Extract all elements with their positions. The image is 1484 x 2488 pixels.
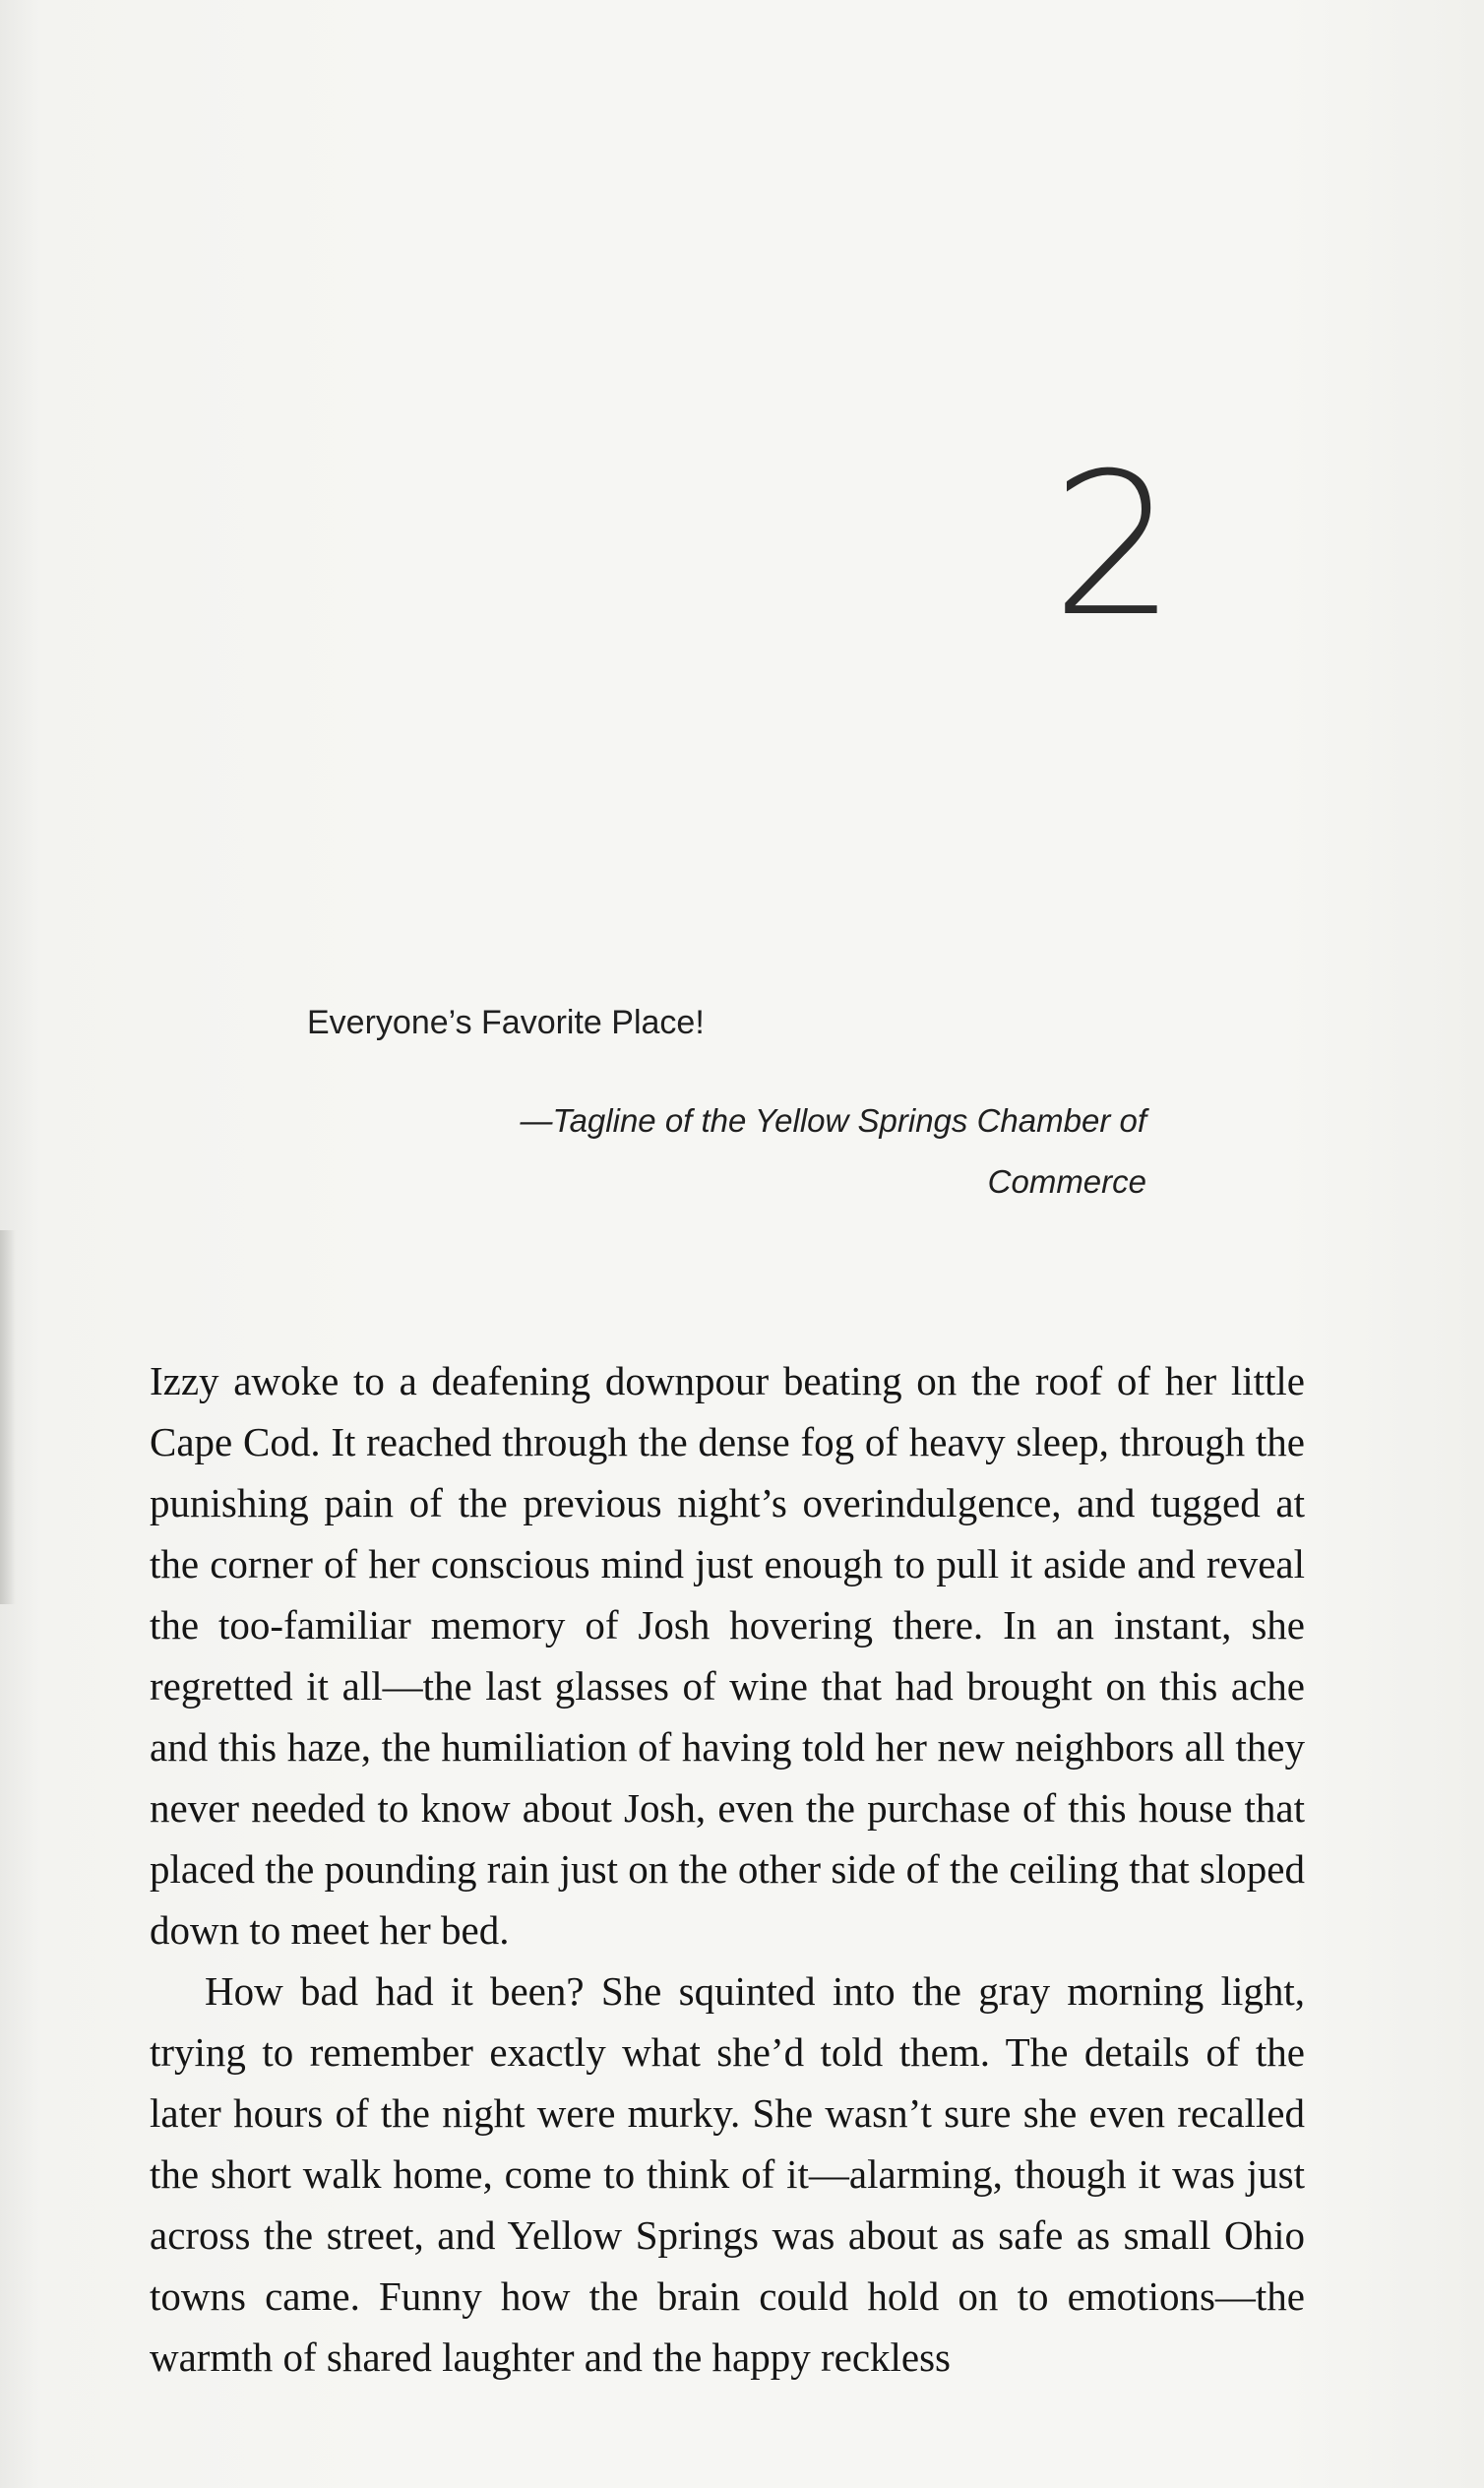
body-paragraph: How bad had it been? She squinted into the gray morning light, trying to remember exactly what she’d told them. The details of the later hours of the night were murky. She wasn’t sure she even recalled the short walk home, come to think of it—alarming, though it was just across the street, and Yellow Springs was about as safe as small Ohio towns came. Funny how the brain could hold on to emotions—the warmth of shared laughter and the happy reckless [150, 1968, 1305, 2380]
page-gutter-shadow [0, 1230, 16, 1604]
epigraph-attribution-line: —Tagline of the Yellow Springs Chamber of [520, 1102, 1146, 1139]
epigraph-quote: Everyone’s Favorite Place! [307, 1004, 705, 1041]
epigraph-attribution [438, 1090, 1146, 1213]
body-paragraph: Izzy awoke to a deafening downpour beating on the roof of her little Cape Cod. It reached through the dense fog of heavy sleep, through the punishing pain of the previous night’s overindulgence, and tugged at the corner of her conscious mind just enough to pull it aside and reveal the too-familiar memory of Josh hovering there. In an instant, she regretted it all—the last glasses of wine that had brought on this ache and this haze, the humiliation of having told her new neighbors all they never needed to know about Josh, even the purchase of this house that placed the pounding rain just on the other side of the ceiling that sloped down to meet her bed. [150, 1358, 1305, 1953]
chapter-number: 2 [1051, 431, 1173, 660]
chapter-body [150, 1350, 1305, 2388]
epigraph-attribution-line: Commerce [987, 1163, 1146, 1200]
